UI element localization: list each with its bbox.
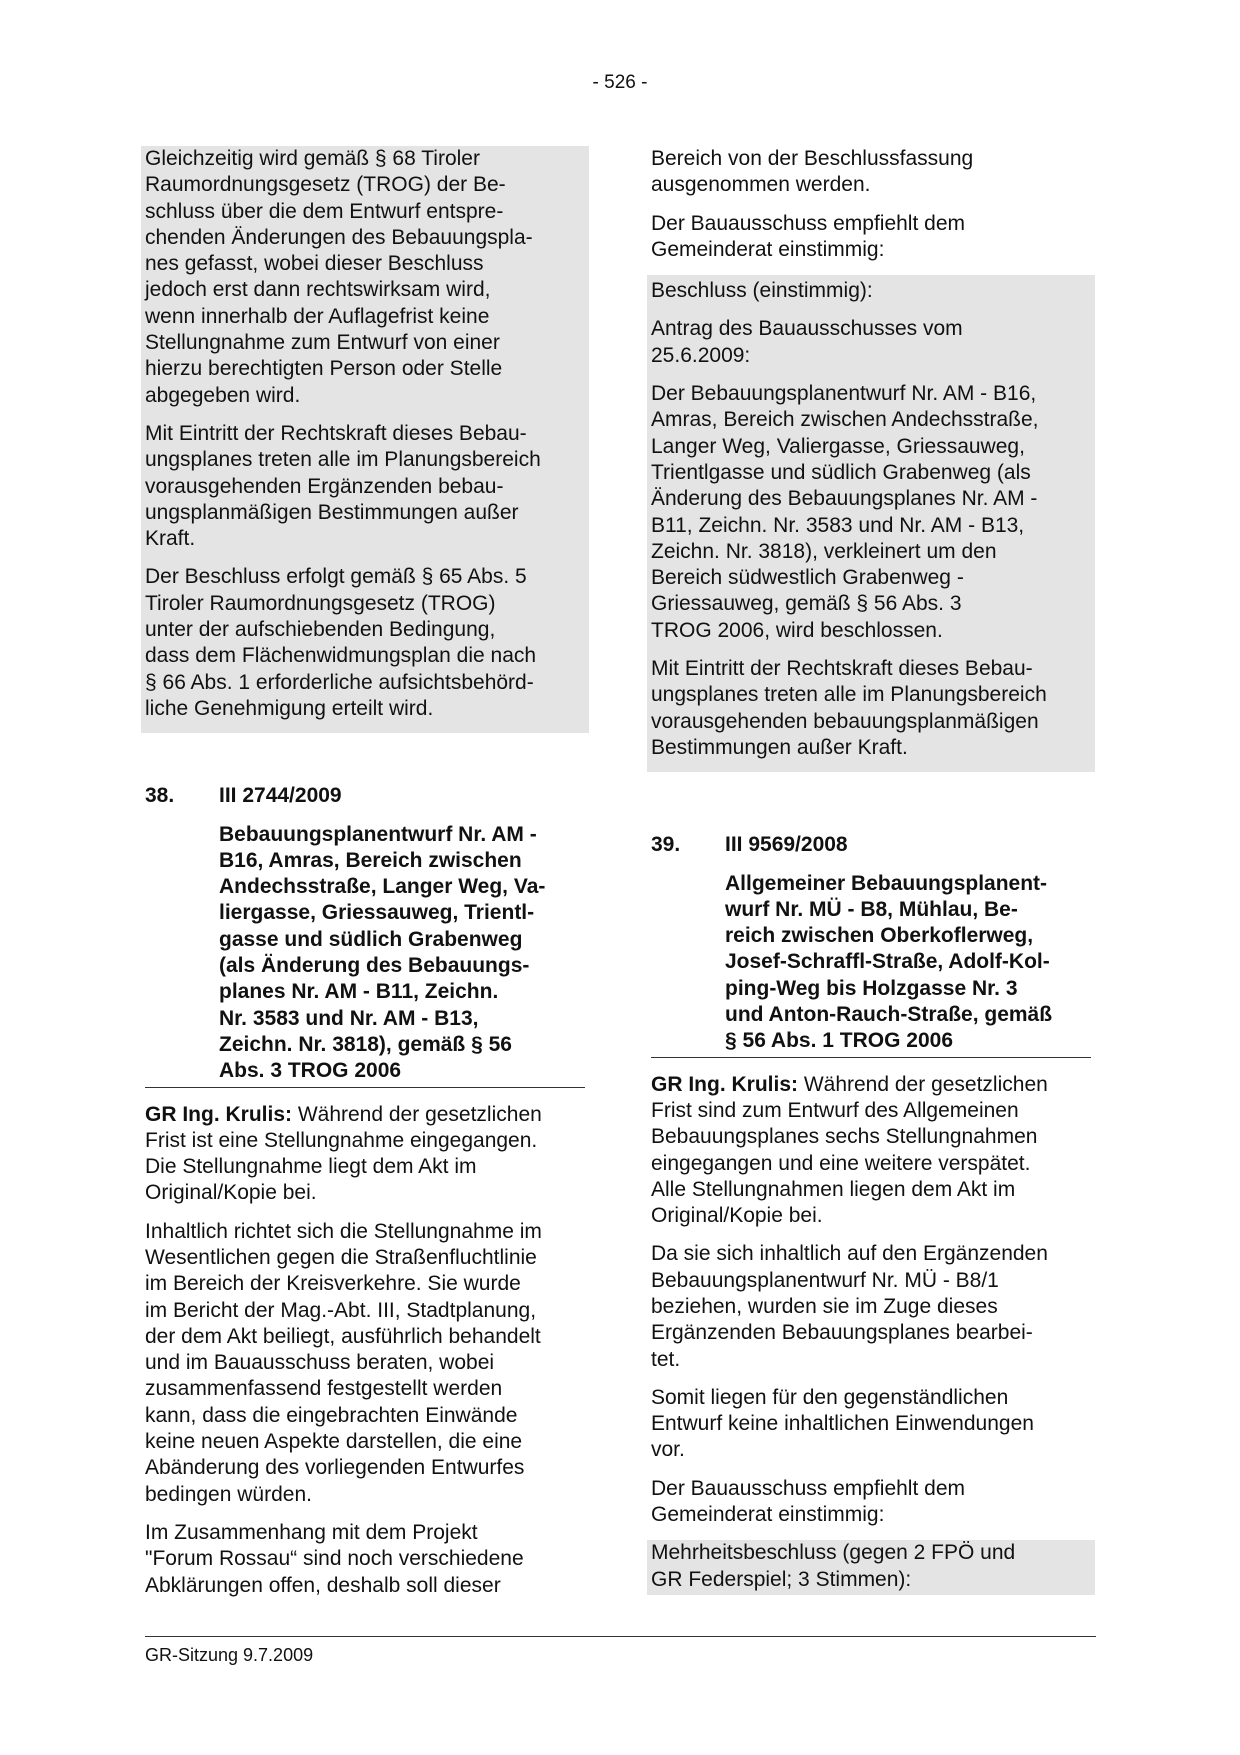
text-line: Josef-Schraffl-Straße, Adolf-Kol- [725,950,1050,974]
text-line: dass dem Flächenwidmungsplan die nach [145,644,537,668]
paragraph [145,146,585,409]
text-line: Bebauungsplanentwurf Nr. MÜ - B8/1 [651,1268,999,1292]
text-line: Stellungnahme zum Entwurf von einer [145,331,500,355]
text-line: Zeichn. Nr. 3818), gemäß § 56 [219,1032,512,1056]
speech-paragraph [145,1102,585,1207]
text-line: im Bericht der Mag.-Abt. III, Stadtplanung, [145,1298,537,1322]
text-line: ungsplanes treten alle im Planungsbereich [145,448,541,472]
paragraph [651,146,1091,199]
text-line: Der Beschluss erfolgt gemäß § 65 Abs. 5 [145,565,527,589]
text-line: Original/Kopie bei. [651,1204,823,1228]
paragraph [145,1520,585,1599]
text-line: chenden Änderungen des Bebauungspla- [145,225,533,249]
paragraph [651,316,1091,369]
footer-text: GR-Sitzung 9.7.2009 [145,1645,314,1665]
agenda-item-number: 38. [145,784,175,808]
text-line: Bereich von der Beschlussfassung [651,147,974,170]
text-line: GR Federspiel; 3 Stimmen): [651,1567,912,1591]
paragraph [651,1540,1091,1593]
speech-text: Während der gesetzlichen [292,1102,542,1126]
text-line: Original/Kopie bei. [145,1181,317,1205]
text-line: Entwurf keine inhaltlichen Einwendungen [651,1412,1034,1436]
text-line: B11, Zeichn. Nr. 3583 und Nr. AM - B13, [651,513,1025,537]
paragraph [651,381,1091,644]
paragraph [145,1219,585,1508]
paragraph [651,278,1091,304]
agenda-item-title [219,822,585,1088]
paragraph [651,1385,1091,1464]
text-line: ungsplanes treten alle im Planungsbereich [651,683,1047,707]
right-column [651,146,1091,1595]
text-line: nes gefasst, wobei dieser Beschluss [145,252,484,276]
text-line: eingegangen und eine weitere verspätet. [651,1151,1031,1175]
text-line: liergasse, Griessauweg, Trientl- [219,901,535,925]
paragraph [145,564,585,722]
text-line: gasse und südlich Grabenweg [219,927,523,951]
text-line: Frist sind zum Entwurf des Allgemeinen [651,1098,1019,1122]
text-line: und Anton-Rauch-Straße, gemäß [725,1003,1053,1027]
agenda-item-header [145,783,585,809]
text-line: Gleichzeitig wird gemäß § 68 Tiroler [145,147,480,170]
text-line: Abklärungen offen, deshalb soll dieser [145,1573,501,1597]
text-line: (als Änderung des Bebauungs- [219,954,530,978]
text-line: Langer Weg, Valiergasse, Griessauweg, [651,434,1025,458]
left-column [145,146,585,1611]
text-line: Mit Eintritt der Rechtskraft dieses Bebau- [651,657,1033,681]
text-line: Mit Eintritt der Rechtskraft dieses Bebau- [145,421,527,445]
text-line: unter der aufschiebenden Bedingung, [145,618,496,642]
text-line: Änderung des Bebauungsplanes Nr. AM - [651,487,1038,511]
footer-divider [145,1636,1096,1637]
paragraph [651,1476,1091,1529]
text-line: Im Zusammenhang mit dem Projekt [145,1520,478,1544]
text-line: tet. [651,1347,681,1371]
text-line: bedingen würden. [145,1482,312,1506]
text-line: Andechsstraße, Langer Weg, Va- [219,875,546,899]
text-line: keine neuen Aspekte darstellen, die eine [145,1430,523,1454]
text-line: B16, Amras, Bereich zwischen [219,848,522,872]
text-line: hierzu berechtigten Person oder Stelle [145,357,503,381]
text-line: beziehen, wurden sie im Zuge dieses [651,1294,998,1318]
text-line: und im Bauausschuss beraten, wobei [145,1351,495,1375]
speaker-name: GR Ing. Krulis: [651,1072,798,1096]
resolution-box-final [647,1540,1095,1595]
text-line: ausgenommen werden. [651,173,871,197]
text-line: schluss über die dem Entwurf entspre- [145,199,504,223]
text-line: der dem Akt beiliegt, ausführlich behandelt [145,1324,541,1348]
text-line: vor. [651,1438,685,1462]
text-line: reich zwischen Oberkoflerweg, [725,924,1034,948]
text-line: Tiroler Raumordnungsgesetz (TROG) [145,591,496,615]
text-line: Bebauungsplanentwurf Nr. AM - [219,822,537,846]
speaker-name: GR Ing. Krulis: [145,1102,292,1126]
text-line: planes Nr. AM - B11, Zeichn. [219,980,499,1004]
speech-paragraph [651,1072,1091,1230]
text-line: Griessauweg, gemäß § 56 Abs. 3 [651,592,962,616]
text-line: Bebauungsplanes sechs Stellungnahmen [651,1125,1038,1149]
paragraph [651,211,1091,264]
text-line: Trientlgasse und südlich Grabenweg (als [651,460,1031,484]
text-line: Nr. 3583 und Nr. AM - B13, [219,1006,479,1030]
text-line: § 66 Abs. 1 erforderliche aufsichtsbehörd- [145,670,534,694]
text-line: Amras, Bereich zwischen Andechsstraße, [651,408,1039,432]
text-line: wurf Nr. MÜ - B8, Mühlau, Be- [725,897,1018,921]
text-line: Alle Stellungnahmen liegen dem Akt im [651,1177,1016,1201]
text-line: Abs. 3 TROG 2006 [219,1059,402,1083]
text-line: liche Genehmigung erteilt wird. [145,696,434,720]
speech-text: Während der gesetzlichen [798,1072,1048,1096]
text-line: zusammenfassend festgestellt werden [145,1377,503,1401]
text-line: Wesentlichen gegen die Straßenfluchtlinie [145,1245,537,1269]
text-line: Kraft. [145,527,196,551]
page-number: - 526 - [592,72,648,93]
text-line: Die Stellungnahme liegt dem Akt im [145,1155,477,1179]
agenda-item-reference: III 9569/2008 [725,833,848,857]
text-line: Allgemeiner Bebauungsplanent- [725,871,1048,895]
text-line: Frist ist eine Stellungnahme eingegangen. [145,1128,538,1152]
text-line: vorausgehenden Ergänzenden bebau- [145,474,504,498]
text-line: Bestimmungen außer Kraft. [651,735,908,759]
text-line: Inhaltlich richtet sich die Stellungnahme im [145,1219,542,1243]
text-line: Gemeinderat einstimmig: [651,237,885,261]
text-line: Abänderung des vorliegenden Entwurfes [145,1456,525,1480]
text-line: ungsplanmäßigen Bestimmungen außer [145,500,519,524]
text-line: Bereich südwestlich Grabenweg - [651,566,964,590]
resolution-box-left [141,146,589,733]
speech-text-rest [651,1099,1037,1227]
agenda-item-number: 39. [651,833,681,857]
text-line: ping-Weg bis Holzgasse Nr. 3 [725,976,1018,1000]
text-line: abgegeben wird. [145,383,301,407]
text-line: Beschluss (einstimmig): [651,279,873,303]
text-line: wenn innerhalb der Auflagefrist keine [145,304,490,328]
text-line: Der Bauausschuss empfiehlt dem [651,1476,965,1500]
text-line: 25.6.2009: [651,343,751,367]
text-line: jedoch erst dann rechtswirksam wird, [145,278,491,302]
text-line: "Forum Rossau“ sind noch verschiedene [145,1547,524,1571]
text-line: vorausgehenden bebauungsplanmäßigen [651,709,1039,733]
agenda-item-title [725,871,1091,1058]
text-line: Raumordnungsgesetz (TROG) der Be- [145,173,506,197]
text-line: Somit liegen für den gegenständlichen [651,1385,1009,1409]
text-line: § 56 Abs. 1 TROG 2006 [725,1029,953,1053]
agenda-item-reference: III 2744/2009 [219,784,342,808]
text-line: Da sie sich inhaltlich auf den Ergänzenden [651,1242,1048,1266]
text-line: Gemeinderat einstimmig: [651,1503,885,1527]
text-line: Der Bebauungsplanentwurf Nr. AM - B16, [651,382,1037,406]
paragraph [651,656,1091,761]
paragraph [145,421,585,552]
text-line: im Bereich der Kreisverkehre. Sie wurde [145,1272,521,1296]
speech-text-rest [145,1129,537,1205]
text-line: Zeichn. Nr. 3818), verkleinert um den [651,539,997,563]
text-line: Ergänzenden Bebauungsplanes bearbei- [651,1321,1033,1345]
text-line: Antrag des Bauausschusses vom [651,317,963,341]
agenda-item-header [651,832,1091,858]
paragraph [651,1241,1091,1372]
text-line: Der Bauausschuss empfiehlt dem [651,211,965,235]
resolution-box-right [647,275,1095,772]
text-line: TROG 2006, wird beschlossen. [651,618,943,642]
text-line: kann, dass die eingebrachten Einwände [145,1403,518,1427]
text-line: Mehrheitsbeschluss (gegen 2 FPÖ und [651,1541,1016,1565]
